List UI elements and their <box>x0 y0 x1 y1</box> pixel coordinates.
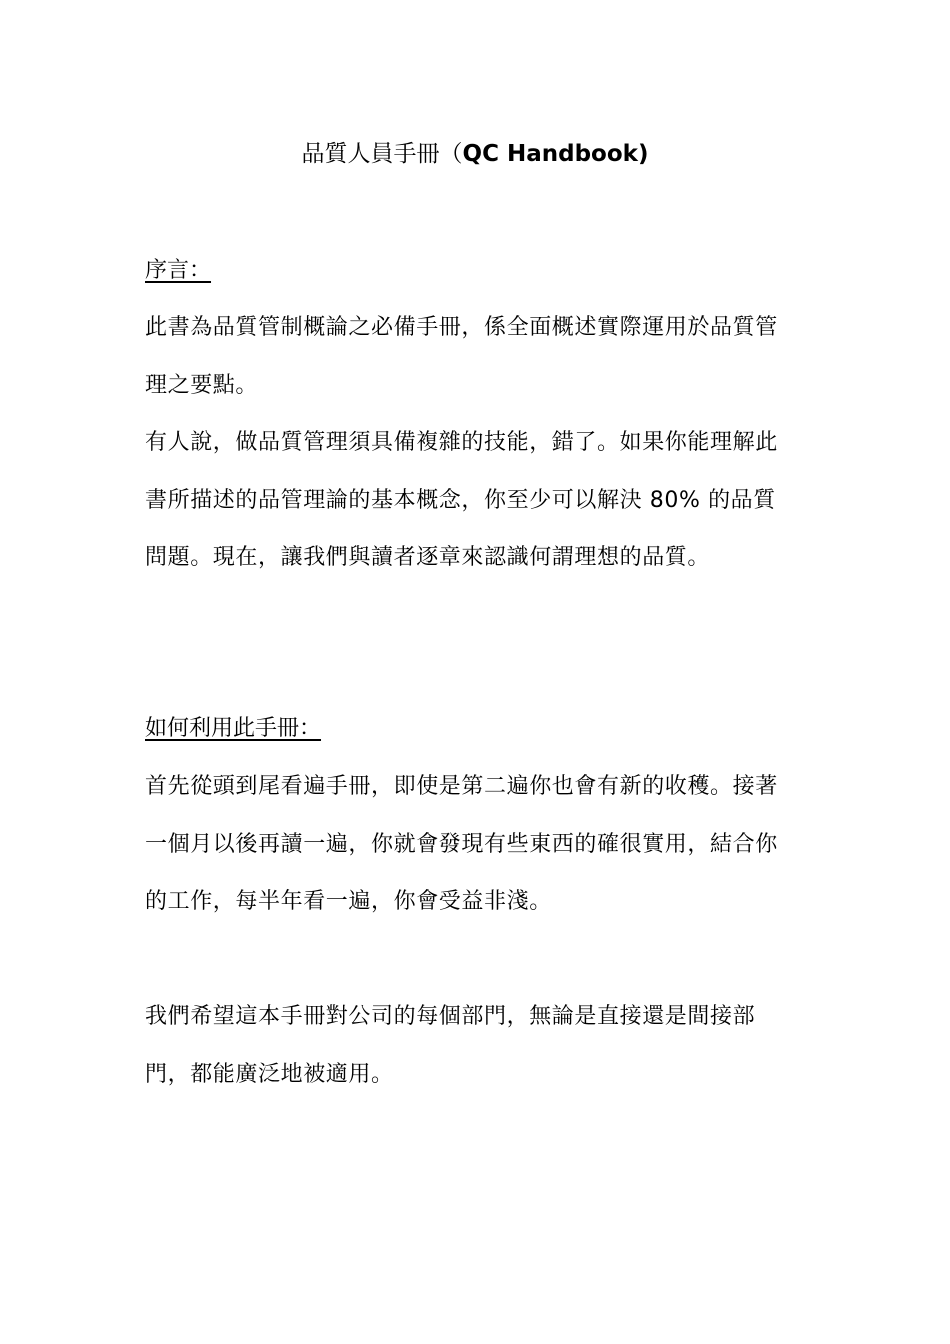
document-title-zh: 品質人員手冊（ <box>301 141 463 167</box>
how-to-use-paragraph-1: 首先從頭到尾看遍手冊，即使是第二遍你也會有新的收穫。接著一個月以後再讀一遍，你就會發現有些東西的確很實用，結合你的工作，每半年看一遍，你會受益非淺。 <box>145 774 778 914</box>
document-title-en: QC Handbook) <box>462 141 649 167</box>
preface-paragraph-2: 有人說，做品質管理須具備複雜的技能，錯了。如果你能理解此書所描述的品管理論的基本概念，你至少可以解決 80% 的品質問題。現在，讓我們與讀者逐章來認識何謂理想的品質。 <box>145 430 778 570</box>
section-heading-how-to-use: 如何利用此手冊： <box>145 716 322 741</box>
section-heading-preface: 序言： <box>145 258 212 283</box>
preface-paragraph-1: 此書為品質管制概論之必備手冊，係全面概述實際運用於品質管理之要點。 <box>145 315 778 398</box>
how-to-use-paragraph-2: 我們希望這本手冊對公司的每個部門，無論是直接還是間接部門，都能廣泛地被適用。 <box>145 1004 756 1087</box>
document-title <box>0 138 950 170</box>
